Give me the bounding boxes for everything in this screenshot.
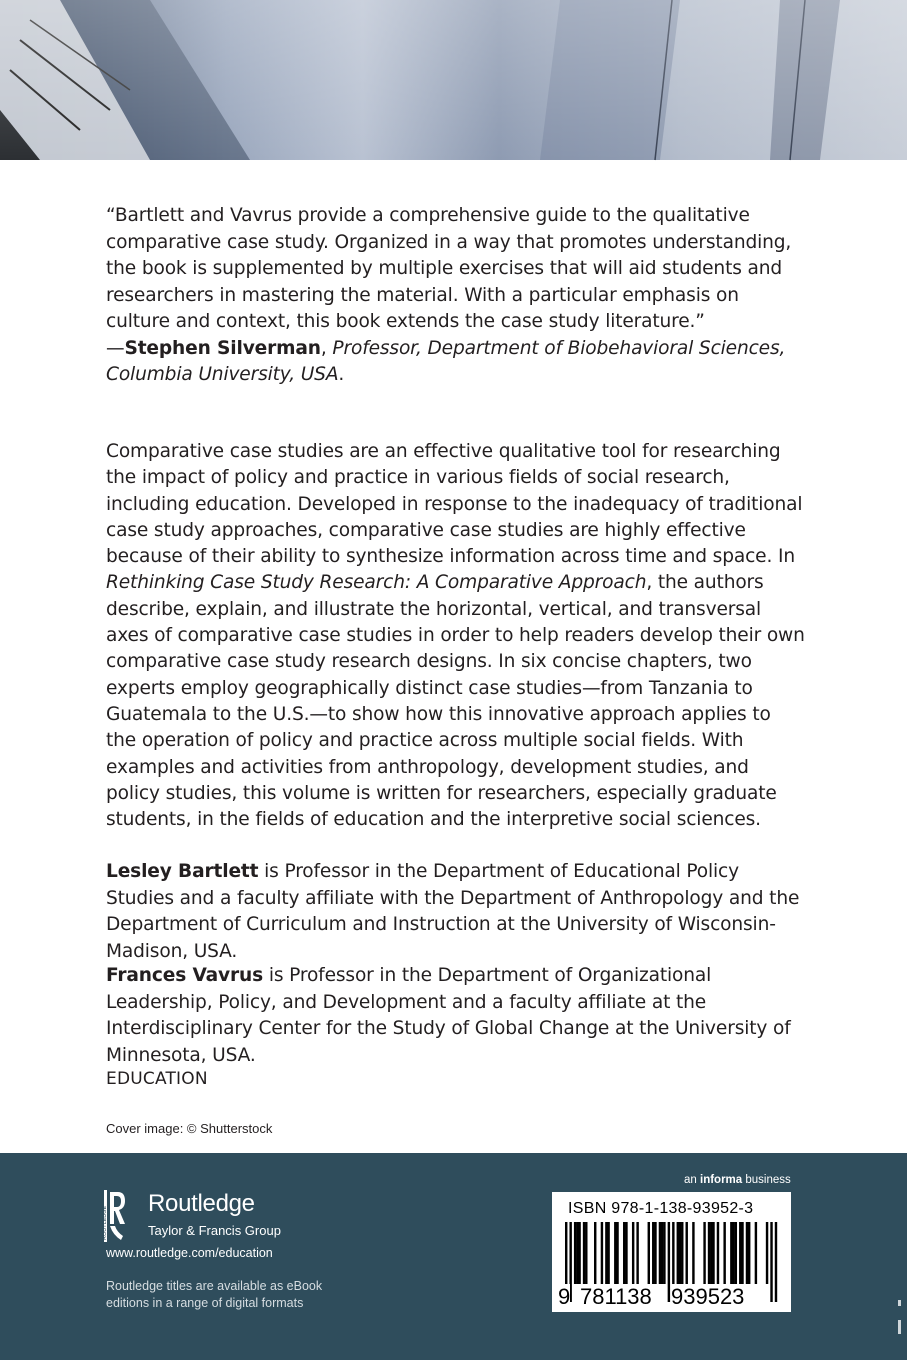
barcode-bar	[594, 1222, 596, 1284]
barcode-bar	[583, 1222, 585, 1284]
quote-separator: ,	[320, 337, 333, 359]
barcode-bar	[677, 1222, 679, 1284]
author-name: Lesley Bartlett	[106, 861, 259, 882]
barcode-bar	[625, 1222, 627, 1284]
author-name: Frances Vavrus	[106, 965, 264, 986]
barcode-lead-digit: 9	[558, 1284, 571, 1309]
barcode-bar	[730, 1222, 732, 1284]
publisher-group: Taylor & Francis Group	[148, 1223, 281, 1238]
barcode-bar	[708, 1222, 710, 1284]
barcode-bar	[632, 1222, 634, 1284]
publisher-name: Routledge	[148, 1190, 255, 1217]
barcode-guard-bar	[770, 1222, 772, 1302]
barcode-bar	[717, 1222, 719, 1284]
barcode-bar	[616, 1222, 618, 1284]
barcode-bar	[636, 1222, 638, 1284]
barcode-bar	[739, 1222, 741, 1284]
informa-business-label: an informa business	[684, 1174, 791, 1186]
barcode-bar	[659, 1222, 661, 1284]
quote-end: .	[338, 364, 345, 385]
quote-author: Stephen Silverman	[124, 337, 321, 359]
barcode-left-digits: 781138	[580, 1284, 652, 1309]
barcode-bar	[681, 1222, 683, 1284]
barcode-bar	[732, 1222, 734, 1284]
barcode-bar	[578, 1222, 580, 1284]
barcode-bar	[614, 1222, 616, 1284]
barcode-right-digits: 939523	[671, 1284, 745, 1309]
barcode-bar	[663, 1222, 665, 1284]
informa-brand: informa	[700, 1174, 743, 1186]
barcode-bar	[576, 1222, 578, 1284]
barcode-bar	[735, 1222, 737, 1284]
ebook-note: Routledge titles are available as eBook editions in a range of digital formats	[106, 1279, 323, 1310]
book-description	[106, 439, 806, 833]
logo-vertical-text: ROUTLEDGE	[102, 1205, 108, 1240]
barcode-bar	[748, 1222, 750, 1284]
endorsement-quote	[106, 203, 806, 389]
barcode-bar	[710, 1222, 712, 1284]
barcode-bar	[679, 1222, 681, 1284]
barcode-bar	[703, 1222, 705, 1284]
barcode-bar	[574, 1222, 576, 1284]
image-credit: Cover image: © Shutterstock	[106, 1121, 273, 1136]
author-bio	[106, 963, 806, 1069]
barcode-bar	[755, 1222, 757, 1284]
isbn-number: ISBN 978-1-138-93952-3	[568, 1200, 754, 1217]
description-part-1: Comparative case studies are an effective qualitative tool for researching the impact of policy and practice in various fields of social research, including education. Developed in response to the inadequacy of traditional case study approaches, comparative case studies are highly effective because of their ability to synthesize information across time and space. In	[106, 441, 803, 568]
author-bio-text: is Professor in the Department of Educational Policy Studies and a faculty affiliate with the Department of Anthropology and the Department of Curriculum and Instruction at the University of Wisconsin-Madison, USA.	[106, 861, 800, 962]
barcode-bar	[686, 1222, 688, 1284]
cover-photo-banner	[0, 0, 907, 160]
barcode-guard-bar	[775, 1222, 777, 1302]
barcode-bar	[607, 1222, 609, 1284]
publisher-url[interactable]: www.routledge.com/education	[106, 1246, 273, 1260]
barcode-bar	[605, 1222, 607, 1284]
barcode-bar	[623, 1222, 625, 1284]
barcode-bar	[741, 1222, 743, 1284]
quote-dash: —	[106, 337, 125, 359]
subject-category: EDUCATION	[106, 1069, 208, 1089]
quote-text: “Bartlett and Vavrus provide a comprehensive guide to the qualitative comparative case study. Organized in a way that promotes understanding, the book is supplemented by multiple exercises that will aid students and researchers in mastering the material. With a particular emphasis on culture and context, this book extends the case study literature.”	[106, 205, 792, 332]
barcode-bar	[712, 1222, 714, 1284]
barcode-bar	[692, 1222, 694, 1284]
barcode-bar	[766, 1222, 768, 1284]
description-part-2: , the authors describe, explain, and illustrate the horizontal, vertical, and transversal axes of comparative case studies in order to help readers develop their own comparative case study research designs. In six concise chapters, two experts employ geographically distinct case studies—from Tanzania to Guatemala to the U.S.—to show how this innovative approach applies to the operation of policy and practice across multiple social fields. With examples and activities from anthropology, development studies, and policy studies, this volume is written for researchers, especially graduate students, in the fields of education and the interpretive social sciences.	[106, 572, 805, 831]
author-bio-text: is Professor in the Department of Organizational Leadership, Policy, and Development and a faculty affiliate at the Interdisciplinary Center for the Study of Global Change at the University of Minnesota, USA.	[106, 965, 791, 1066]
barcode-guard-bar	[668, 1222, 670, 1302]
spine-edge-mark	[896, 1300, 904, 1340]
barcode-bar	[661, 1222, 663, 1284]
barcode-bar	[585, 1222, 587, 1284]
barcode-bar	[723, 1222, 725, 1284]
author-bio	[106, 859, 806, 965]
barcode-bar	[746, 1222, 748, 1284]
quote-affiliation: Professor, Department of Biobehavioral Sciences, Columbia University, USA	[106, 337, 786, 385]
book-title: Rethinking Case Study Research: A Comparative Approach	[106, 572, 647, 594]
barcode-bar	[654, 1222, 656, 1284]
barcode-bar	[652, 1222, 654, 1284]
barcode-bar	[601, 1222, 603, 1284]
barcode-bar	[648, 1222, 650, 1284]
routledge-logo-icon	[104, 1190, 126, 1242]
